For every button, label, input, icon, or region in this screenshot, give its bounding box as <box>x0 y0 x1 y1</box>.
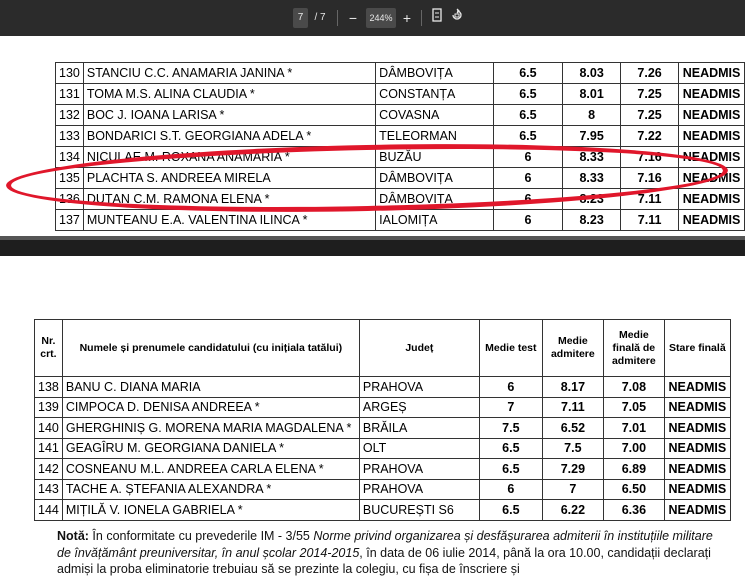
cell-county: PRAHOVA <box>359 377 479 398</box>
cell-nr: 142 <box>35 459 63 480</box>
cell-status: NEADMIS <box>679 105 745 126</box>
cell-name: BANU C. DIANA MARIA <box>62 377 359 398</box>
cell-county: BUCUREȘTI S6 <box>359 500 479 521</box>
cell-nr: 143 <box>35 479 63 500</box>
cell-name: DUȚAN C.M. RAMONA ELENA * <box>83 189 375 210</box>
cell-test: 6 <box>493 147 563 168</box>
header-county: Județ <box>359 320 479 377</box>
cell-name: CIMPOCA D. DENISA ANDREEA * <box>62 397 359 418</box>
fit-page-icon[interactable] <box>430 8 444 28</box>
cell-admission: 6.52 <box>542 418 603 439</box>
cell-nr: 138 <box>35 377 63 398</box>
document-page-bottom <box>0 256 745 578</box>
table-row <box>35 418 731 439</box>
cell-test: 6.5 <box>493 126 563 147</box>
cell-final: 6.50 <box>603 479 664 500</box>
header-admission: Medie admitere <box>542 320 603 377</box>
footnote <box>57 528 727 578</box>
cell-county: BUZĂU <box>376 147 493 168</box>
cell-status: NEADMIS <box>664 418 730 439</box>
cell-nr: 130 <box>56 63 84 84</box>
pdf-toolbar <box>0 0 745 36</box>
cell-admission: 7 <box>542 479 603 500</box>
cell-admission: 6.22 <box>542 500 603 521</box>
cell-status: NEADMIS <box>679 126 745 147</box>
cell-name: TOMA M.S. ALINA CLAUDIA * <box>83 84 375 105</box>
table-row <box>35 459 731 480</box>
cell-status: NEADMIS <box>679 210 745 231</box>
cell-final: 7.22 <box>621 126 679 147</box>
cell-county: CONSTANȚA <box>376 84 493 105</box>
cell-final: 7.11 <box>621 210 679 231</box>
cell-county: TELEORMAN <box>376 126 493 147</box>
cell-final: 7.16 <box>621 168 679 189</box>
cell-admission: 8.33 <box>563 168 621 189</box>
footnote-text: În conformitate cu prevederile IM - 3/55 <box>88 529 314 543</box>
header-nr: Nr. crt. <box>35 320 63 377</box>
cell-test: 6.5 <box>493 84 563 105</box>
cell-status: NEADMIS <box>664 397 730 418</box>
cell-county: IALOMIȚA <box>376 210 493 231</box>
cell-nr: 144 <box>35 500 63 521</box>
cell-county: DÂMBOVIȚA <box>376 63 493 84</box>
toolbar-divider <box>337 10 338 26</box>
cell-county: BRĂILA <box>359 418 479 439</box>
cell-test: 7 <box>479 397 542 418</box>
cell-test: 6.5 <box>479 500 542 521</box>
cell-admission: 8.23 <box>563 189 621 210</box>
page-total: / 7 <box>314 12 326 23</box>
cell-test: 6 <box>479 377 542 398</box>
rotate-icon[interactable] <box>450 8 464 28</box>
table-header-row <box>35 320 731 377</box>
cell-nr: 134 <box>56 147 84 168</box>
cell-name: TACHE A. ȘTEFANIA ALEXANDRA * <box>62 479 359 500</box>
cell-test: 6 <box>493 210 563 231</box>
header-name: Numele și prenumele candidatului (cu inițiala tatălui) <box>62 320 359 377</box>
cell-nr: 135 <box>56 168 84 189</box>
cell-name: MIȚILĂ V. IONELA GABRIELA * <box>62 500 359 521</box>
cell-county: ARGEȘ <box>359 397 479 418</box>
page-gap-edge <box>0 236 745 240</box>
cell-county: PRAHOVA <box>359 459 479 480</box>
cell-nr: 131 <box>56 84 84 105</box>
cell-final: 7.00 <box>603 438 664 459</box>
cell-test: 6.5 <box>479 438 542 459</box>
table-row <box>35 397 731 418</box>
header-final: Medie finală de admitere <box>603 320 664 377</box>
cell-nr: 141 <box>35 438 63 459</box>
cell-admission: 7.95 <box>563 126 621 147</box>
cell-admission: 8.01 <box>563 84 621 105</box>
cell-status: NEADMIS <box>679 168 745 189</box>
header-test: Medie test <box>479 320 542 377</box>
cell-admission: 8.03 <box>563 63 621 84</box>
cell-admission: 8.23 <box>563 210 621 231</box>
cell-admission: 8 <box>563 105 621 126</box>
cell-nr: 136 <box>56 189 84 210</box>
cell-final: 6.36 <box>603 500 664 521</box>
table-row <box>56 210 745 231</box>
footnote-label: Notă: <box>57 529 89 543</box>
table-row <box>56 63 745 84</box>
cell-status: NEADMIS <box>679 84 745 105</box>
zoom-out-button[interactable]: − <box>348 10 358 26</box>
toolbar-divider <box>421 10 422 26</box>
cell-admission: 7.5 <box>542 438 603 459</box>
footnote-text-cont: , în data de 06 iulie 2014, până la ora 10.00, candidații declarați admiși la proba eliminatorie trebuiau să se prezinte la colegiu, cu fișa de înscriere și <box>57 545 711 576</box>
table-row <box>35 479 731 500</box>
cell-name: NICULAE M. ROXANA ANAMARIA * <box>83 147 375 168</box>
cell-admission: 7.29 <box>542 459 603 480</box>
cell-status: NEADMIS <box>664 377 730 398</box>
cell-name: STANCIU C.C. ANAMARIA JANINA * <box>83 63 375 84</box>
cell-nr: 137 <box>56 210 84 231</box>
table-row <box>56 105 745 126</box>
cell-final: 6.89 <box>603 459 664 480</box>
cell-admission: 8.33 <box>563 147 621 168</box>
table-row <box>35 438 731 459</box>
page-number-input[interactable]: 7 <box>293 8 308 28</box>
cell-status: NEADMIS <box>664 479 730 500</box>
cell-name: BONDARICI S.T. GEORGIANA ADELA * <box>83 126 375 147</box>
cell-status: NEADMIS <box>664 500 730 521</box>
cell-name: MUNTEANU E.A. VALENTINA ILINCA * <box>83 210 375 231</box>
cell-name: GHERGHINIȘ G. MORENA MARIA MAGDALENA * <box>62 418 359 439</box>
table-row <box>35 377 731 398</box>
header-status: Stare finală <box>664 320 730 377</box>
cell-final: 7.05 <box>603 397 664 418</box>
cell-test: 6 <box>479 479 542 500</box>
cell-name: BOC J. IOANA LARISA * <box>83 105 375 126</box>
cell-county: COVASNA <box>376 105 493 126</box>
table-row <box>56 84 745 105</box>
footnote-italic: Norme privind organizarea și desfășurarea admiterii în instituțiile militare de învățământ preuniversitar, în anul școlar 2014-2015 <box>57 529 713 560</box>
cell-final: 7.26 <box>621 63 679 84</box>
cell-name: COSNEANU M.L. ANDREEA CARLA ELENA * <box>62 459 359 480</box>
cell-status: NEADMIS <box>679 147 745 168</box>
cell-test: 6 <box>493 168 563 189</box>
table-row <box>35 500 731 521</box>
cell-status: NEADMIS <box>664 438 730 459</box>
cell-name: PLACHTA S. ANDREEA MIRELA <box>83 168 375 189</box>
cell-county: DÂMBOVIȚA <box>376 189 493 210</box>
cell-test: 6 <box>493 189 563 210</box>
cell-nr: 139 <box>35 397 63 418</box>
cell-nr: 132 <box>56 105 84 126</box>
cell-county: OLT <box>359 438 479 459</box>
cell-status: NEADMIS <box>664 459 730 480</box>
cell-admission: 8.17 <box>542 377 603 398</box>
cell-final: 7.11 <box>621 189 679 210</box>
cell-test: 6.5 <box>493 105 563 126</box>
cell-name: GEAGÎRU M. GEORGIANA DANIELA * <box>62 438 359 459</box>
cell-final: 7.25 <box>621 105 679 126</box>
cell-test: 7.5 <box>479 418 542 439</box>
cell-final: 7.16 <box>621 147 679 168</box>
cell-test: 6.5 <box>493 63 563 84</box>
cell-county: PRAHOVA <box>359 479 479 500</box>
cell-status: NEADMIS <box>679 189 745 210</box>
cell-nr: 140 <box>35 418 63 439</box>
cell-county: DÂMBOVIȚA <box>376 168 493 189</box>
cell-nr: 133 <box>56 126 84 147</box>
cell-final: 7.25 <box>621 84 679 105</box>
cell-final: 7.08 <box>603 377 664 398</box>
cell-final: 7.01 <box>603 418 664 439</box>
cell-test: 6.5 <box>479 459 542 480</box>
zoom-in-button[interactable]: + <box>402 10 412 26</box>
cell-admission: 7.11 <box>542 397 603 418</box>
zoom-level-input[interactable]: 244% <box>366 8 396 28</box>
results-table-bottom <box>34 319 731 521</box>
table-row <box>56 126 745 147</box>
cell-status: NEADMIS <box>679 63 745 84</box>
